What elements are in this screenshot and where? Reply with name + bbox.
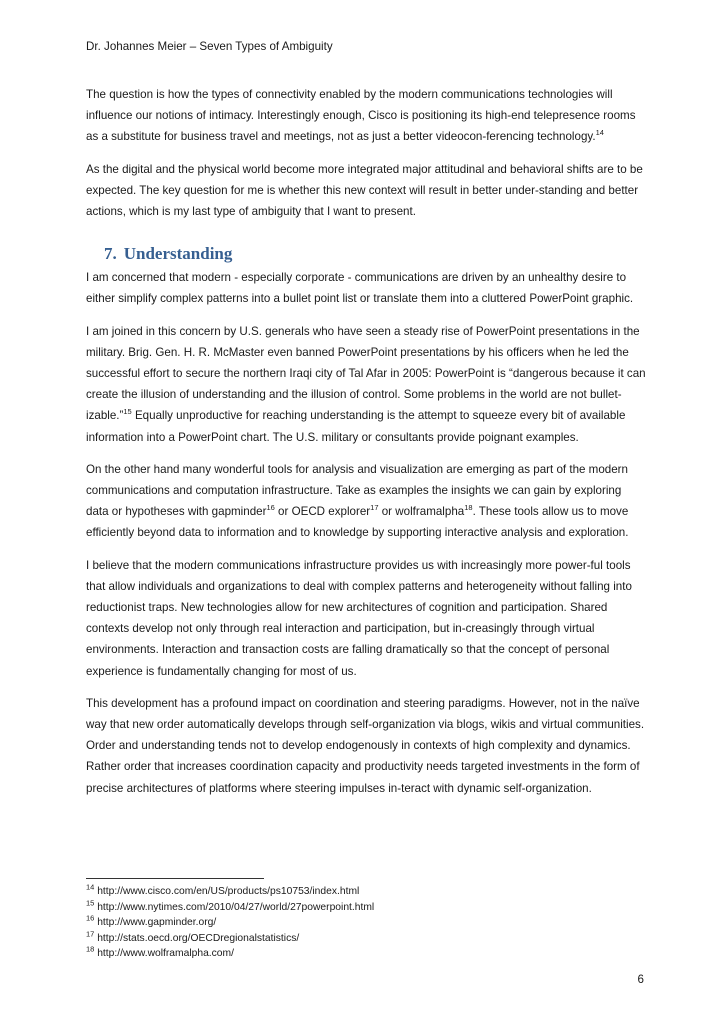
paragraph-text: . These tools allow us to move efficiently beyond data to information and to knowledge by supporting interactive analysis and exploration. [86,505,629,540]
footnote-item [86,915,646,931]
paragraph-cisco-telepresence [86,84,646,148]
page-number: 6 [637,973,644,986]
footnote-item [86,884,646,900]
paragraph-text: or wolframalpha [378,505,465,519]
section-heading [86,243,646,265]
paragraph-text: The question is how the types of connectivity enabled by the modern communications technologies will influence our notions of intimacy. Interestingly enough, Cisco is positioning its high-end telepresence rooms as a substitute for business travel and meetings, not as just a better videocon-ferencing technology. [86,88,636,144]
paragraph-generals [86,321,646,448]
footnote-ref-18: 18 [464,503,473,513]
footnote-url: http://www.nytimes.com/2010/04/27/world/27powerpoint.html [94,901,375,913]
footnote-url: http://www.cisco.com/en/US/products/ps10753/index.html [94,886,360,897]
paragraph-concern: I am concerned that modern - especially corporate - communications are driven by an unhealthy desire to either simplify complex patterns into a bullet point list or translate them into a cluttered PowerPoint graphic. [86,271,634,306]
footnote-ref-14: 14 [595,128,604,138]
paragraph-coordination: This development has a profound impact on coordination and steering paradigms. However, not in the naïve way that new order automatically develops through self-organization via blogs, wikis and virtual communities. Order and understanding tends not to develop endogenously in contexts of high complexity and dynamics. Rather order that increases coordination capacity and productivity needs targeted investments in the form of precise architectures of platforms where steering impulses in-teract with dynamic self-organization. [86,696,645,795]
footnote-ref-16: 16 [266,503,275,513]
paragraph-infrastructure: I believe that the modern communications infrastructure provides us with increasingly more power-ful tools that allow individuals and organizations to deal with complex patterns and heterogeneity without falling into reductionist traps. New technologies allow for new architectures of cognition and participation. Shared contexts develop not only through real interaction and participation, but in-creasingly through virtual environments. Interaction and transaction costs are falling dramatically so that the concept of personal experience is fundamentally changing for most of us. [86,558,632,678]
footnote-ref-17: 17 [370,503,379,513]
footnote-url: http://www.wolframalpha.com/ [94,948,234,960]
footnote-item [86,946,646,962]
footnote-number: 16 [86,913,95,923]
footnote-number: 18 [86,944,95,954]
footnote-number: 17 [86,929,95,939]
paragraph-text: I am joined in this concern by U.S. generals who have seen a steady rise of PowerPoint presentations in the military. Brig. Gen. H. R. McMaster even banned PowerPoint presentations by his officers when he led the successful effort to secure the northern Iraqi city of Tal Afar in 2005: PowerPoint is “dangerous because it can create the illusion of understanding and the illusion of control. Some problems in the world are not bullet-izable.” [86,324,646,423]
section-number: 7. [104,244,117,264]
paragraph-attitudinal-shifts: As the digital and the physical world become more integrated major attitudinal and behavioral shifts are to be expected. The key question for me is whether this new context will result in better under-standing and better actions, which is my last type of ambiguity that I want to present. [86,162,643,219]
paragraph-text: On the other hand many wonderful tools for analysis and visualization are emerging as part of the modern communications and computation infrastructure. Take as examples the insights we can gain by exploring data or hypotheses with gapminder [86,462,628,519]
footnotes [86,884,646,962]
footnote-separator [86,878,264,879]
footnote-item [86,931,646,947]
section-title: Understanding [123,244,233,264]
paragraph-text: or OECD explorer [274,505,371,519]
page-body [86,84,646,810]
paragraph-tools [86,459,646,544]
footnote-number: 14 [86,882,95,892]
footnote-item [86,900,646,916]
paragraph-text: Equally unproductive for reaching understanding is the attempt to squeeze every bit of available information into a PowerPoint chart. The U.S. military or consultants provide poignant examples. [86,409,626,444]
running-header: Dr. Johannes Meier – Seven Types of Ambiguity [86,40,333,53]
footnote-url: http://stats.oecd.org/OECDregionalstatistics/ [94,932,300,944]
footnote-url: http://www.gapminder.org/ [94,917,217,929]
footnote-ref-15: 15 [123,407,132,417]
footnote-number: 15 [86,898,95,908]
